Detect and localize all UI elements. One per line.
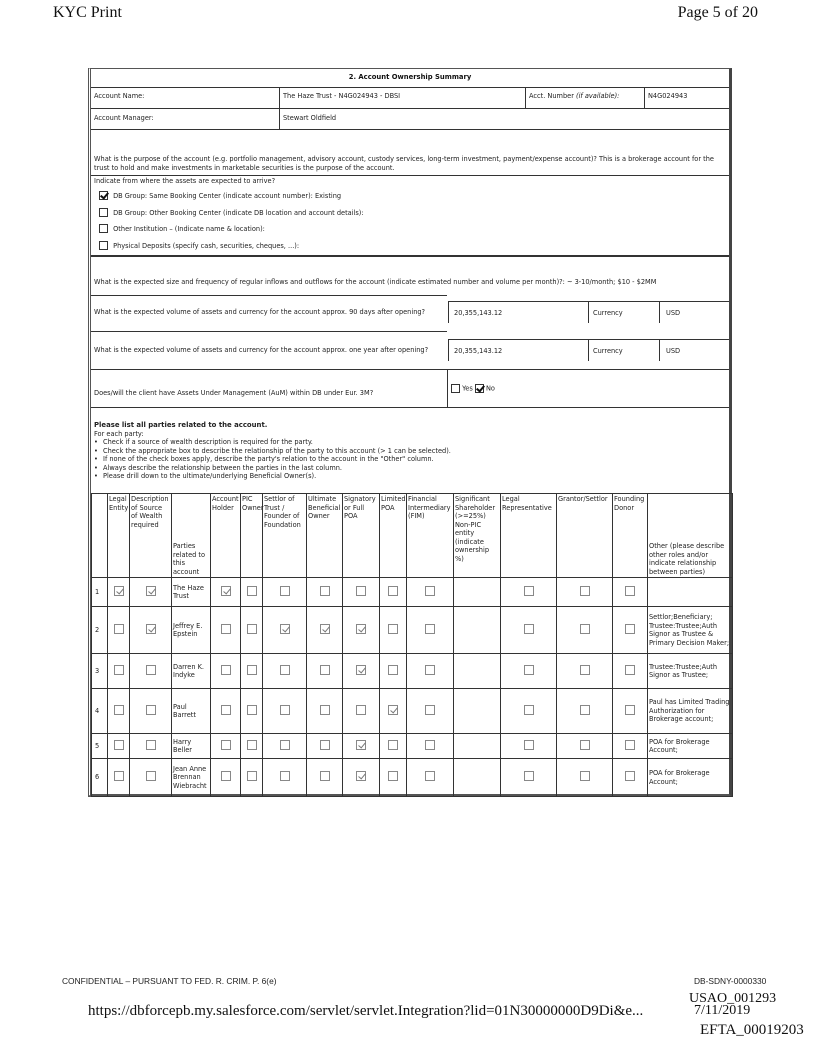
pic-owner-checkbox[interactable] bbox=[247, 705, 257, 715]
table-row bbox=[92, 578, 733, 607]
significant-shareholder-cell[interactable] bbox=[454, 759, 501, 797]
efta-stamp: EFTA_00019203 bbox=[700, 1022, 804, 1038]
page-header-right: Page 5 of 20 bbox=[677, 4, 758, 21]
account-manager-value: Stewart Oldfield bbox=[283, 114, 337, 122]
other-cell: POA for Brokerage Account; bbox=[648, 734, 733, 759]
divider bbox=[588, 301, 589, 323]
divider bbox=[91, 407, 729, 408]
page-header-left: KYC Print bbox=[53, 4, 122, 21]
confidential-notice: CONFIDENTIAL – PURSUANT TO FED. R. CRIM. P. 6(e) bbox=[62, 976, 277, 986]
divider bbox=[644, 87, 645, 108]
volume-1y-label: What is the expected volume of assets and currency for the account approx. one year after opening? bbox=[94, 346, 429, 354]
settlor-checkbox[interactable] bbox=[280, 771, 290, 781]
col-header-account-holder: Account Holder bbox=[211, 494, 241, 578]
row-number: 6 bbox=[92, 759, 108, 797]
aum-label: Does/will the client have Assets Under Management (AuM) within DB under Eur. 3M? bbox=[94, 389, 374, 397]
sow-required-checkbox[interactable] bbox=[146, 740, 156, 750]
parties-heading: Please list all parties related to the account. bbox=[94, 421, 268, 429]
col-header-signatory: Signatory or Full POA bbox=[343, 494, 380, 578]
pic-owner-checkbox[interactable] bbox=[247, 665, 257, 675]
instruction-item: • Please drill down to the ultimate/underlying Beneficial Owner(s). bbox=[93, 472, 713, 481]
grantor-checkbox[interactable] bbox=[580, 740, 590, 750]
significant-shareholder-cell[interactable] bbox=[454, 734, 501, 759]
checkbox-checked[interactable] bbox=[99, 191, 108, 200]
party-name: Jeffrey E. Epstein bbox=[172, 607, 211, 654]
table-row bbox=[92, 654, 733, 689]
fim-checkbox[interactable] bbox=[425, 771, 435, 781]
assets-arrive-label: Indicate from where the assets are expected to arrive? bbox=[94, 177, 276, 185]
ubo-checkbox[interactable] bbox=[320, 665, 330, 675]
limited-poa-checkbox[interactable] bbox=[388, 624, 398, 634]
account-holder-checkbox[interactable] bbox=[221, 705, 231, 715]
inflows-text: What is the expected size and frequency of regular inflows and outflows for the account (indicate estimated number and volume per month)?: ~ 3-10/month; $10 - $2MM bbox=[94, 278, 657, 286]
row-number: 3 bbox=[92, 654, 108, 689]
legal-entity-checkbox[interactable] bbox=[114, 705, 124, 715]
legal-rep-checkbox[interactable] bbox=[524, 740, 534, 750]
col-header-founding-donor: Founding Donor bbox=[613, 494, 648, 578]
founding-donor-checkbox[interactable] bbox=[625, 624, 635, 634]
asset-source-physical-deposits[interactable]: Physical Deposits (specify cash, securities, cheques, ...): bbox=[99, 241, 299, 250]
legal-entity-checkbox[interactable] bbox=[114, 665, 124, 675]
signatory-checkbox[interactable] bbox=[356, 624, 366, 634]
divider bbox=[525, 87, 526, 108]
divider bbox=[91, 331, 447, 332]
settlor-checkbox[interactable] bbox=[280, 705, 290, 715]
divider bbox=[447, 369, 448, 407]
legal-entity-checkbox[interactable] bbox=[114, 771, 124, 781]
sow-required-checkbox[interactable] bbox=[146, 665, 156, 675]
aum-options: Yes No bbox=[451, 384, 495, 393]
instruction-item: • If none of the check boxes apply, describe the party's relation to the account in the "Other" column. bbox=[93, 455, 713, 464]
limited-poa-checkbox[interactable] bbox=[388, 771, 398, 781]
signatory-checkbox[interactable] bbox=[356, 740, 366, 750]
divider bbox=[588, 339, 589, 361]
account-holder-checkbox[interactable] bbox=[221, 665, 231, 675]
instruction-item: • Check if a source of wealth description is required for the party. bbox=[93, 438, 713, 447]
col-header-pic-owner: PIC Owner bbox=[241, 494, 263, 578]
account-holder-checkbox[interactable] bbox=[221, 624, 231, 634]
other-cell: POA for Brokerage Account; bbox=[648, 759, 733, 797]
col-header-other: Other (please describe other roles and/or indicate relationship between parties) bbox=[648, 494, 733, 578]
divider bbox=[448, 301, 449, 323]
grantor-checkbox[interactable] bbox=[580, 624, 590, 634]
party-name: Harry Beller bbox=[172, 734, 211, 759]
divider bbox=[448, 339, 449, 361]
col-header-num bbox=[92, 494, 108, 578]
pic-owner-checkbox[interactable] bbox=[247, 586, 257, 596]
divider bbox=[91, 295, 447, 296]
row-number: 1 bbox=[92, 578, 108, 607]
checkbox[interactable] bbox=[99, 208, 108, 217]
legal-rep-checkbox[interactable] bbox=[524, 705, 534, 715]
account-name-label: Account Name: bbox=[94, 92, 145, 100]
table-row bbox=[92, 734, 733, 759]
other-cell bbox=[648, 578, 733, 607]
settlor-checkbox[interactable] bbox=[280, 665, 290, 675]
sow-required-checkbox[interactable] bbox=[146, 771, 156, 781]
ubo-checkbox[interactable] bbox=[320, 586, 330, 596]
limited-poa-checkbox[interactable] bbox=[388, 586, 398, 596]
significant-shareholder-cell[interactable] bbox=[454, 578, 501, 607]
col-header-ubo: Ultimate Beneficial Owner bbox=[307, 494, 343, 578]
legal-rep-checkbox[interactable] bbox=[524, 665, 534, 675]
source-url: https://dbforcepb.my.salesforce.com/servlet/servlet.Integration?lid=01N30000000D9Di&e... bbox=[88, 1003, 644, 1019]
grantor-checkbox[interactable] bbox=[580, 705, 590, 715]
checkbox[interactable] bbox=[99, 241, 108, 250]
legal-entity-checkbox[interactable] bbox=[114, 586, 124, 596]
sow-required-checkbox[interactable] bbox=[146, 624, 156, 634]
account-holder-checkbox[interactable] bbox=[221, 586, 231, 596]
fim-checkbox[interactable] bbox=[425, 665, 435, 675]
sow-required-checkbox[interactable] bbox=[146, 586, 156, 596]
asset-source-same-booking[interactable]: DB Group: Same Booking Center (indicate account number): Existing bbox=[99, 191, 341, 200]
founding-donor-checkbox[interactable] bbox=[625, 705, 635, 715]
parties-instructions bbox=[93, 438, 713, 481]
volume-90-currency-label: Currency bbox=[593, 309, 623, 317]
volume-1y-currency-value: USD bbox=[666, 347, 681, 355]
account-manager-label: Account Manager: bbox=[94, 114, 154, 122]
account-holder-checkbox[interactable] bbox=[221, 771, 231, 781]
divider bbox=[91, 87, 729, 88]
col-header-settlor: Settlor of Trust / Founder of Foundation bbox=[263, 494, 307, 578]
limited-poa-checkbox[interactable] bbox=[388, 705, 398, 715]
col-header-limited-poa: Limited POA bbox=[380, 494, 407, 578]
other-cell: Trustee:Trustee;Auth Signor as Trustee; bbox=[648, 654, 733, 689]
ubo-checkbox[interactable] bbox=[320, 705, 330, 715]
divider bbox=[91, 129, 729, 130]
legal-entity-checkbox[interactable] bbox=[114, 740, 124, 750]
col-header-grantor: Grantor/Settlor bbox=[557, 494, 613, 578]
volume-1y-value: 20,355,143.12 bbox=[454, 347, 503, 355]
col-header-sow-required: Description of Source of Wealth required bbox=[130, 494, 172, 578]
row-number: 5 bbox=[92, 734, 108, 759]
asset-source-other-booking[interactable]: DB Group: Other Booking Center (indicate DB location and account details): bbox=[99, 208, 364, 217]
section-title: 2. Account Ownership Summary bbox=[348, 73, 472, 81]
limited-poa-checkbox[interactable] bbox=[388, 665, 398, 675]
party-name: Paul Barrett bbox=[172, 689, 211, 734]
instruction-item: • Check the appropriate box to describe the relationship of the party to this account (> 1 can be selected). bbox=[93, 447, 713, 456]
print-date: 7/11/2019 bbox=[694, 1003, 751, 1018]
pic-owner-checkbox[interactable] bbox=[247, 740, 257, 750]
ubo-checkbox[interactable] bbox=[320, 624, 330, 634]
account-name-value: The Haze Trust - N4G024943 - DBSI bbox=[283, 92, 401, 100]
instruction-item: • Always describe the relationship between the parties in the last column. bbox=[93, 464, 713, 473]
fim-checkbox[interactable] bbox=[425, 740, 435, 750]
legal-rep-checkbox[interactable] bbox=[524, 586, 534, 596]
acct-number-value: N4G024943 bbox=[648, 92, 688, 100]
founding-donor-checkbox[interactable] bbox=[625, 771, 635, 781]
significant-shareholder-cell[interactable] bbox=[454, 689, 501, 734]
checkbox[interactable] bbox=[99, 224, 108, 233]
col-header-legal-rep: Legal Representative bbox=[501, 494, 557, 578]
divider bbox=[91, 369, 729, 370]
signatory-checkbox[interactable] bbox=[356, 705, 366, 715]
bates-number: DB-SDNY-0000330 bbox=[694, 976, 767, 986]
parties-table bbox=[91, 493, 733, 797]
col-header-significant-shareholder: Significant Shareholder (>=25%) Non-PIC entity (indicate ownership %) bbox=[454, 494, 501, 578]
fim-checkbox[interactable] bbox=[425, 705, 435, 715]
ubo-checkbox[interactable] bbox=[320, 771, 330, 781]
volume-90-value: 20,355,143.12 bbox=[454, 309, 503, 317]
divider bbox=[91, 255, 729, 257]
row-number: 2 bbox=[92, 607, 108, 654]
table-row bbox=[92, 607, 733, 654]
party-name: Jean Anne Brennan Wiebracht bbox=[172, 759, 211, 797]
other-cell: Settlor;Beneficiary; Trustee:Trustee;Auth Signor as Trustee & Primary Decision Maker; bbox=[648, 607, 733, 654]
fim-checkbox[interactable] bbox=[425, 586, 435, 596]
divider bbox=[91, 108, 729, 109]
volume-90-label: What is the expected volume of assets and currency for the account approx. 90 days after opening? bbox=[94, 308, 426, 316]
aum-yes-checkbox[interactable] bbox=[451, 384, 460, 393]
acct-number-label: Acct. Number (if available): bbox=[529, 92, 620, 100]
account-ownership-summary-form bbox=[88, 68, 732, 797]
signatory-checkbox[interactable] bbox=[356, 586, 366, 596]
grantor-checkbox[interactable] bbox=[580, 771, 590, 781]
purpose-text: What is the purpose of the account (e.g. portfolio management, advisory account, custody services, long-term investment, payment/expense account)? This is a brokerage account for the trust to hold and make investments in marketable securities is the purpose of the account. bbox=[94, 155, 714, 172]
significant-shareholder-cell[interactable] bbox=[454, 607, 501, 654]
row-number: 4 bbox=[92, 689, 108, 734]
pic-owner-checkbox[interactable] bbox=[247, 771, 257, 781]
col-header-parties: Parties related to this account bbox=[172, 494, 211, 578]
founding-donor-checkbox[interactable] bbox=[625, 665, 635, 675]
other-cell: Paul has Limited Trading Authorization for Brokerage account; bbox=[648, 689, 733, 734]
limited-poa-checkbox[interactable] bbox=[388, 740, 398, 750]
grantor-checkbox[interactable] bbox=[580, 586, 590, 596]
founding-donor-checkbox[interactable] bbox=[625, 740, 635, 750]
founding-donor-checkbox[interactable] bbox=[625, 586, 635, 596]
volume-1y-currency-label: Currency bbox=[593, 347, 623, 355]
fim-checkbox[interactable] bbox=[425, 624, 435, 634]
legal-rep-checkbox[interactable] bbox=[524, 624, 534, 634]
grantor-checkbox[interactable] bbox=[580, 665, 590, 675]
col-header-legal-entity: Legal Entity bbox=[108, 494, 130, 578]
party-name: The Haze Trust bbox=[172, 578, 211, 607]
asset-source-other-institution[interactable]: Other Institution – (Indicate name & location): bbox=[99, 224, 265, 233]
divider bbox=[659, 339, 660, 361]
ubo-checkbox[interactable] bbox=[320, 740, 330, 750]
parties-intro: For each party: bbox=[94, 430, 144, 438]
divider bbox=[659, 301, 660, 323]
legal-rep-checkbox[interactable] bbox=[524, 771, 534, 781]
significant-shareholder-cell[interactable] bbox=[454, 654, 501, 689]
usao-stamp: USAO_001293 bbox=[689, 991, 777, 1006]
settlor-checkbox[interactable] bbox=[280, 586, 290, 596]
volume-90-currency-value: USD bbox=[666, 309, 681, 317]
party-name: Darren K. Indyke bbox=[172, 654, 211, 689]
signatory-checkbox[interactable] bbox=[356, 665, 366, 675]
table-row bbox=[92, 689, 733, 734]
signatory-checkbox[interactable] bbox=[356, 771, 366, 781]
col-header-fim: Financial Intermediary (FIM) bbox=[407, 494, 454, 578]
account-holder-checkbox[interactable] bbox=[221, 740, 231, 750]
table-row bbox=[92, 759, 733, 797]
pic-owner-checkbox[interactable] bbox=[247, 624, 257, 634]
divider bbox=[91, 175, 729, 176]
settlor-checkbox[interactable] bbox=[280, 740, 290, 750]
legal-entity-checkbox[interactable] bbox=[114, 624, 124, 634]
table-header-row bbox=[92, 494, 733, 578]
sow-required-checkbox[interactable] bbox=[146, 705, 156, 715]
aum-no-checkbox[interactable] bbox=[475, 384, 484, 393]
settlor-checkbox[interactable] bbox=[280, 624, 290, 634]
